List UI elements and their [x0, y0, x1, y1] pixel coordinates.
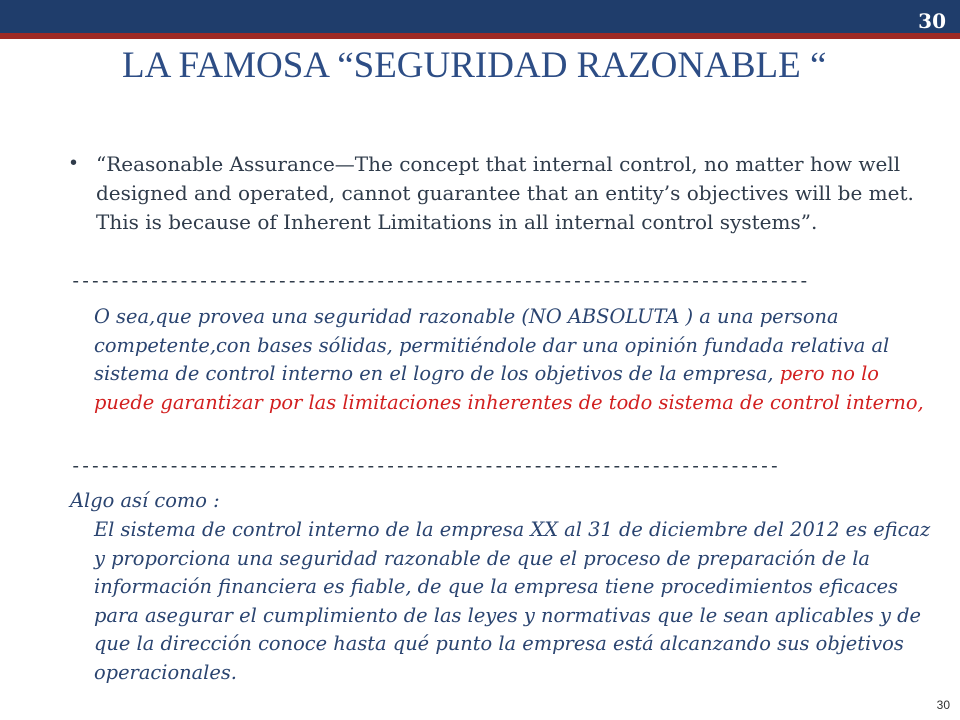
slide-number-bottom: 30	[936, 698, 950, 712]
example-paragraph: El sistema de control interno de la empresa XX al 31 de diciembre del 2012 es eficaz y proporciona una seguridad razonable de que el proceso de preparación de la información financiera es fiable, de que la empresa tiene procedimientos eficaces para asegurar el cumplimiento de las leyes y normativas que le sean aplicables y de que la dirección conoce hasta qué punto la empresa está alcanzando sus objetivos operacionales.	[94, 518, 931, 684]
definition-bullet	[70, 150, 920, 237]
header-bar	[0, 0, 960, 33]
slide-title: LA FAMOSA “SEGURIDAD RAZONABLE “	[122, 45, 827, 86]
bullet-icon: •	[70, 152, 78, 174]
explanation-intro: O sea,que provea una seguridad razonable (NO ABSOLUTA ) a una persona competente,con bases sólidas, permitiéndole dar una opinión fundada relativa al sistema de control interno en el logro de los objetivos de la empresa,	[94, 305, 890, 385]
explanation-paragraph	[94, 303, 924, 417]
separator-line-1: ---------------------------------------------------------------------------	[70, 270, 808, 292]
definition-text: “Reasonable Assurance—The concept that internal control, no matter how well designed and operated, cannot guarantee that an entity’s objectives will be met. This is because of Inherent Limitations in all internal control systems”.	[96, 152, 914, 234]
explanation-highlight: pero no lo puede garantizar por las limitaciones inherentes de todo sistema de control interno,	[94, 362, 924, 414]
example-label: Algo así como :	[70, 489, 220, 512]
slide-number-top: 30	[918, 9, 946, 33]
header-accent-line	[0, 33, 960, 39]
separator-line-2: ------------------------------------------------------------------------	[70, 455, 779, 477]
